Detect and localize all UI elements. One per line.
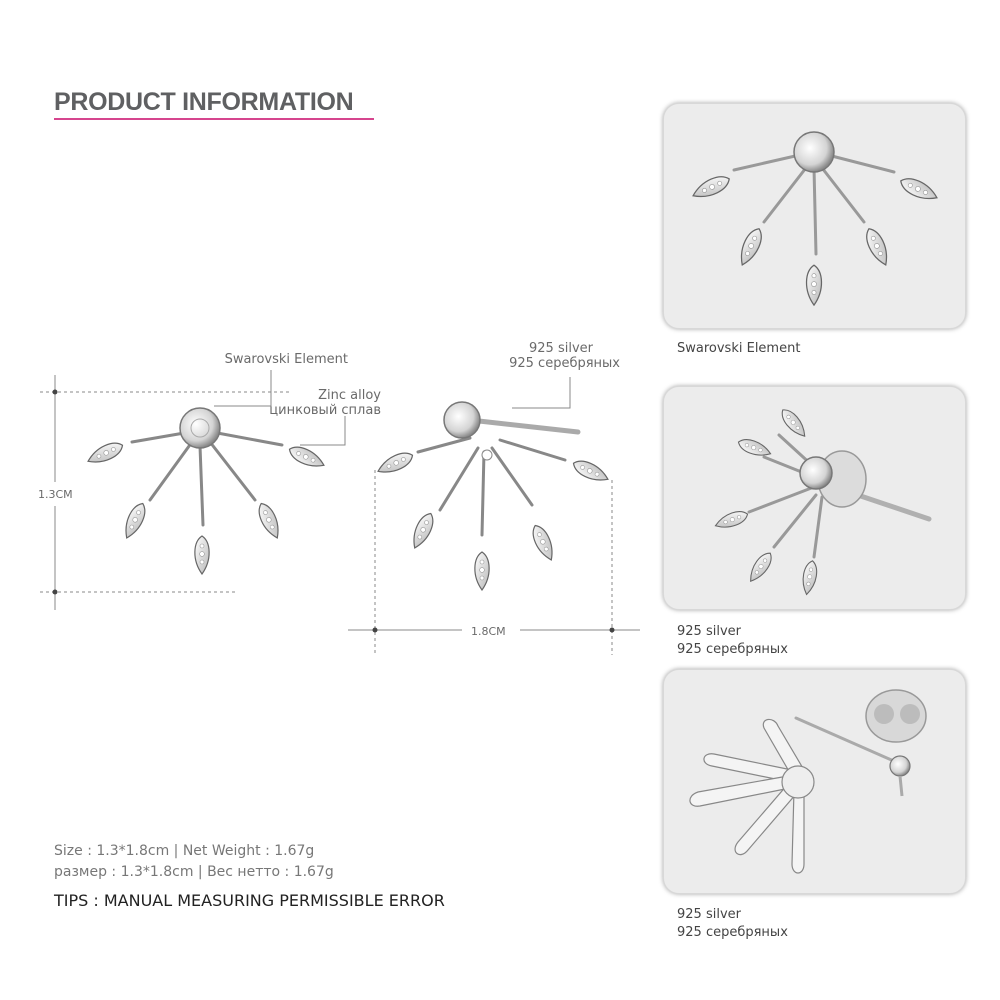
gallery-image-parts	[663, 669, 966, 894]
stone-label: Swarovski Element	[224, 352, 348, 367]
earring-parts-photo-icon	[664, 670, 965, 893]
page-title: PRODUCT INFORMATION	[54, 88, 354, 116]
alloy-label-ru: цинковый сплав	[269, 403, 381, 418]
gallery-caption-3-en: 925 silver	[677, 907, 741, 922]
earring-front-view	[85, 408, 327, 574]
silver-label-ru: 925 серебряных	[509, 356, 620, 371]
gallery-caption-3	[677, 906, 788, 942]
gallery-caption-2-en: 925 silver	[677, 624, 741, 639]
earring-side-photo-icon	[664, 387, 965, 609]
gallery-caption-2-ru: 925 серебряных	[677, 642, 788, 657]
height-dimension: 1.3CM	[38, 488, 73, 501]
earring-side-view	[375, 402, 611, 590]
width-dimension: 1.8CM	[471, 625, 506, 638]
spec-line-ru: размер : 1.3*1.8cm | Вес нетто : 1.67g	[54, 864, 334, 880]
spec-line-en: Size : 1.3*1.8cm | Net Weight : 1.67g	[54, 843, 315, 859]
gallery-caption-3-ru: 925 серебряных	[677, 925, 788, 940]
gallery-image-front	[663, 103, 966, 329]
alloy-label-en: Zinc alloy	[318, 388, 381, 403]
earring-front-photo-icon	[664, 104, 965, 328]
gallery-caption-2	[677, 623, 788, 659]
gallery-image-side	[663, 386, 966, 610]
gallery-caption-1	[677, 340, 800, 358]
dimension-diagram	[0, 0, 660, 680]
gallery-caption-1-en: Swarovski Element	[677, 341, 801, 356]
silver-label-en: 925 silver	[529, 341, 593, 356]
tips-note: TIPS : MANUAL MEASURING PERMISSIBLE ERROR	[54, 891, 445, 910]
